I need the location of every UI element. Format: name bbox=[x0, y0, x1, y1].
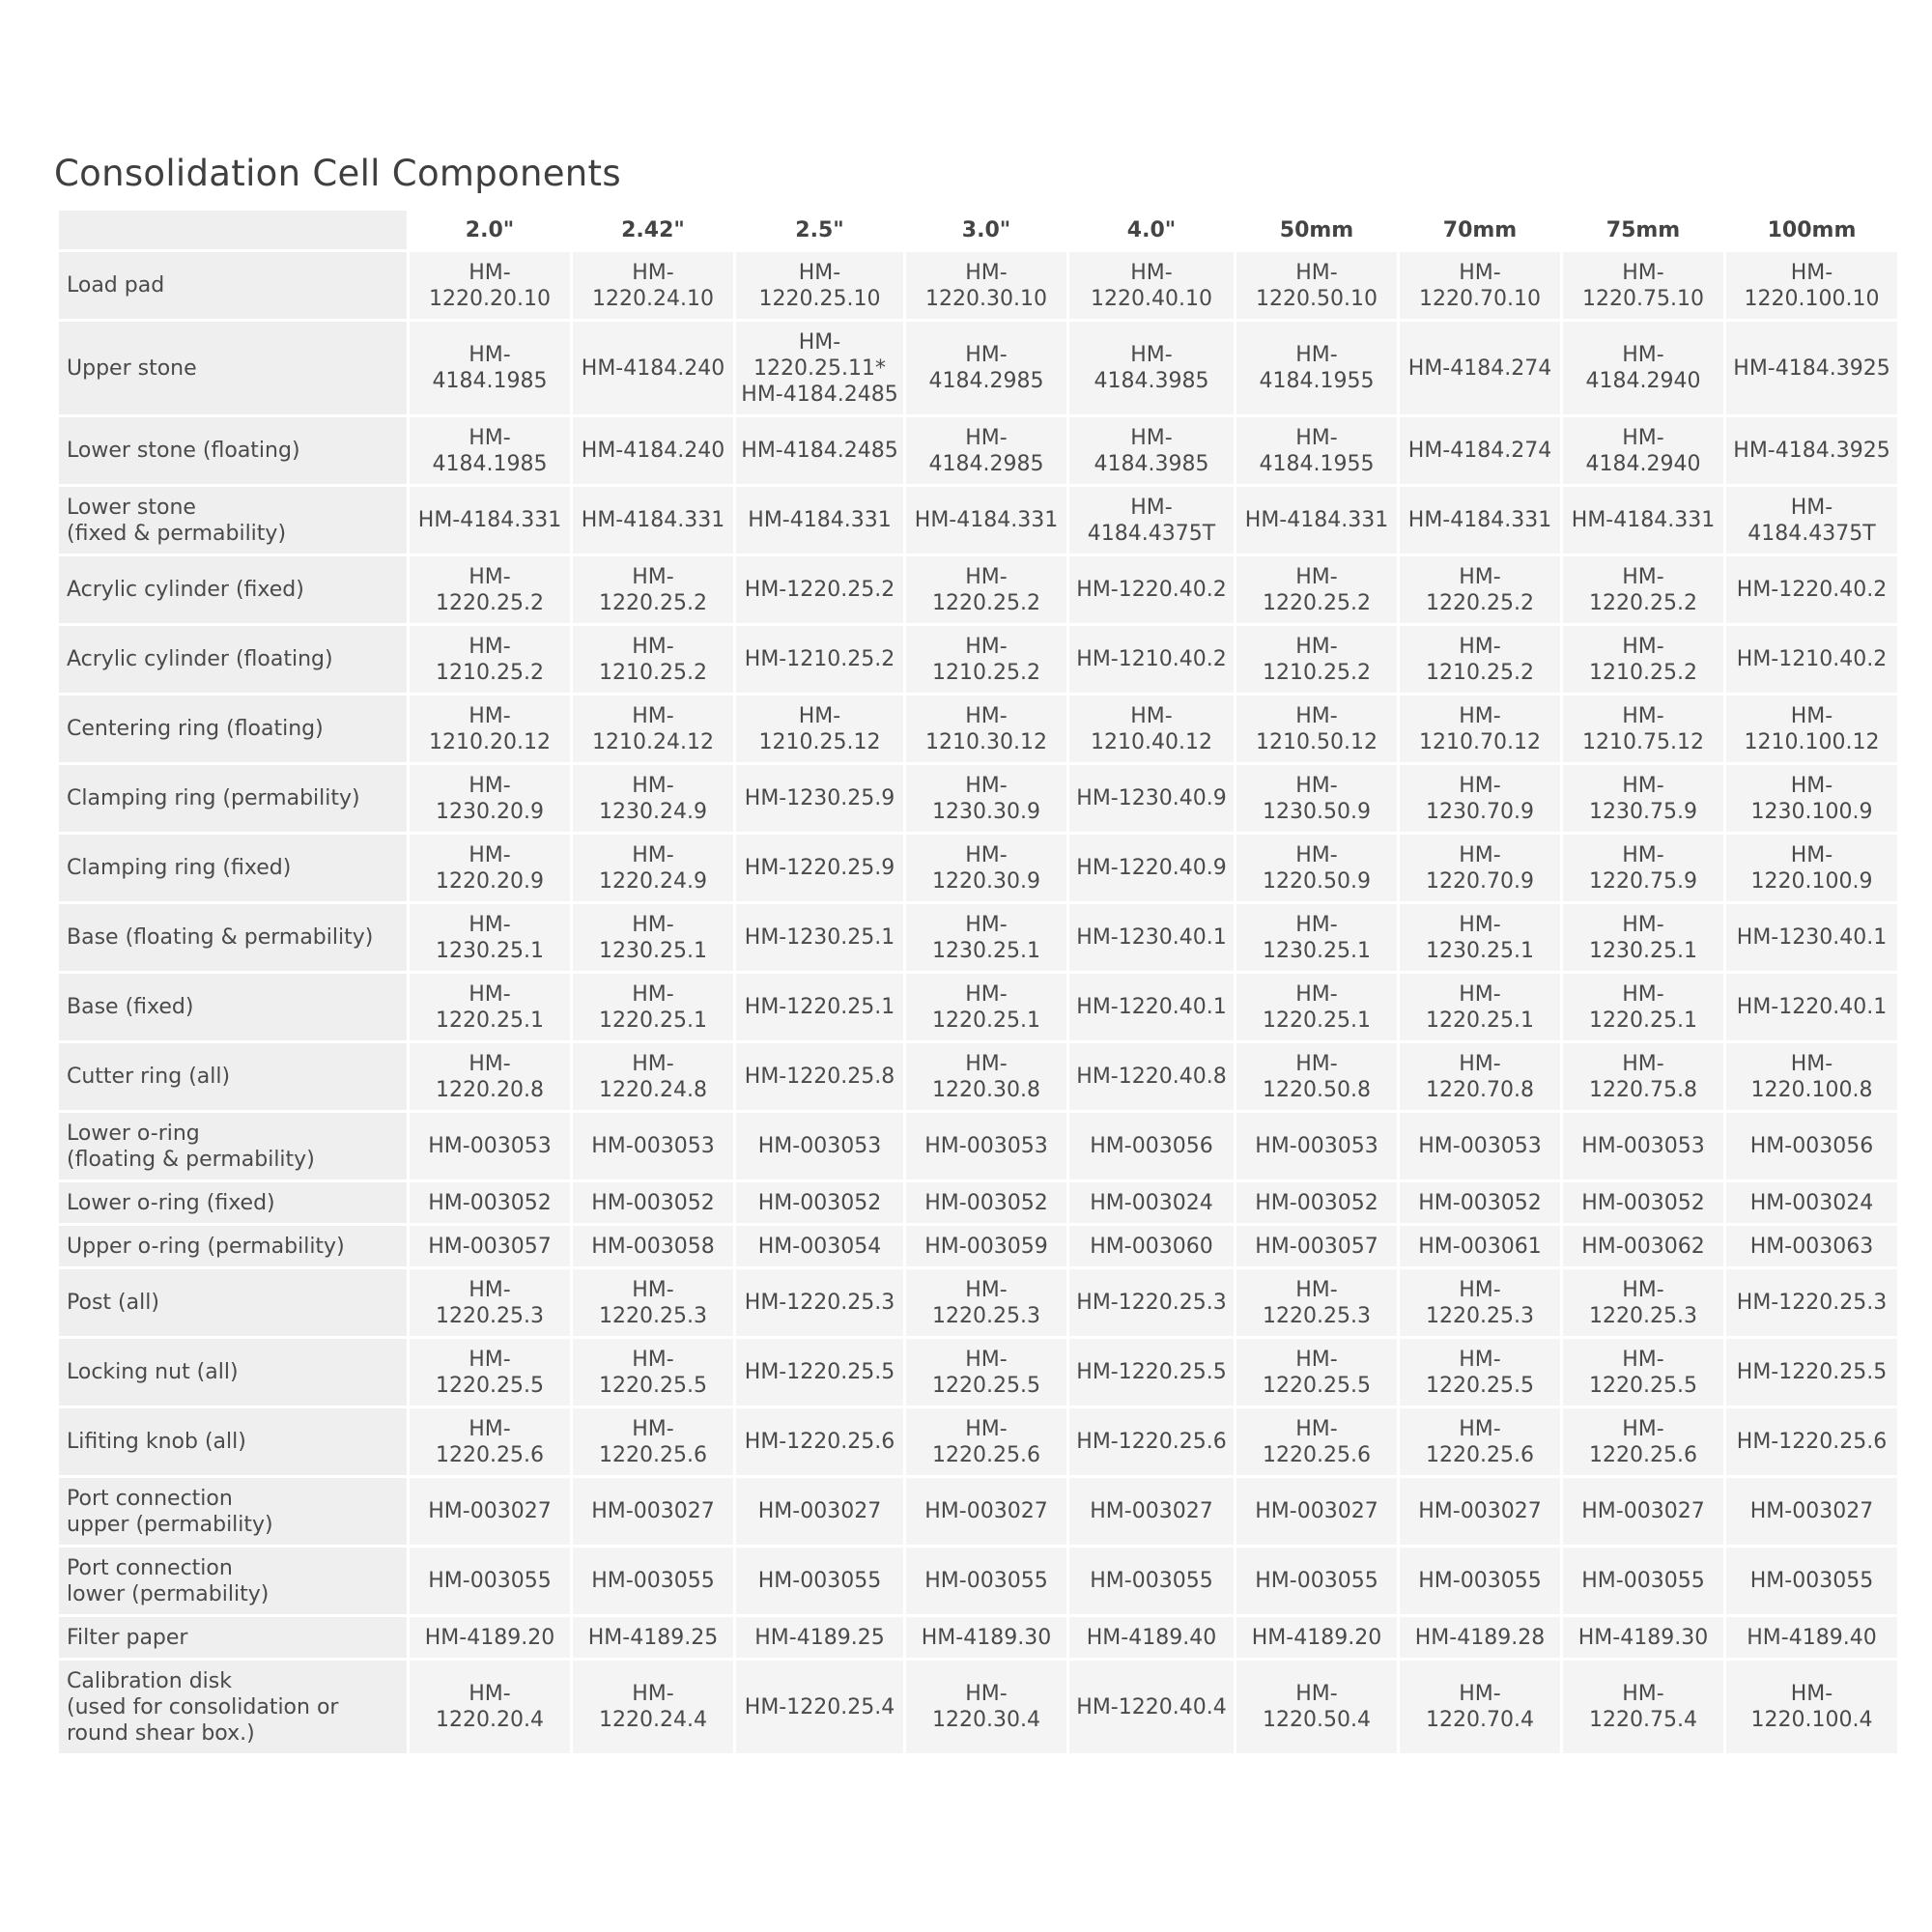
part-number-cell: HM- 1220.30.4 bbox=[906, 1661, 1066, 1753]
table-row bbox=[59, 252, 1897, 319]
part-number-cell: HM- 1220.25.2 bbox=[906, 556, 1066, 623]
part-number-cell: HM- 1210.25.2 bbox=[1400, 626, 1560, 693]
part-number-cell: HM- 1230.24.9 bbox=[573, 765, 733, 832]
part-number-cell: HM- 1220.24.4 bbox=[573, 1661, 733, 1753]
part-number-cell: HM-003053 bbox=[1400, 1113, 1560, 1179]
part-number-cell: HM- 4184.2985 bbox=[906, 417, 1066, 484]
part-number-cell: HM- 1210.25.2 bbox=[410, 626, 570, 693]
part-number-cell: HM- 1210.24.12 bbox=[573, 696, 733, 762]
part-number-cell: HM- 1220.25.1 bbox=[573, 974, 733, 1040]
part-number-cell: HM- 1230.25.1 bbox=[1563, 904, 1723, 971]
part-number-cell: HM-4184.331 bbox=[1563, 487, 1723, 554]
column-header: 3.0" bbox=[906, 211, 1066, 249]
part-number-cell: HM- 4184.1985 bbox=[410, 322, 570, 414]
part-number-cell: HM- 1220.25.1 bbox=[1400, 974, 1560, 1040]
row-label: Port connection lower (permability) bbox=[59, 1548, 407, 1614]
part-number-cell: HM- 1220.20.9 bbox=[410, 835, 570, 901]
part-number-cell: HM- 1220.25.1 bbox=[1563, 974, 1723, 1040]
part-number-cell: HM-1220.25.1 bbox=[736, 974, 903, 1040]
part-number-cell: HM- 1230.25.1 bbox=[573, 904, 733, 971]
part-number-cell: HM-003027 bbox=[1726, 1478, 1897, 1545]
table-row bbox=[59, 1661, 1897, 1753]
part-number-cell: HM-4184.3925 bbox=[1726, 417, 1897, 484]
row-label: Lower o-ring (floating & permability) bbox=[59, 1113, 407, 1179]
part-number-cell: HM-4184.240 bbox=[573, 322, 733, 414]
part-number-cell: HM-003053 bbox=[1236, 1113, 1397, 1179]
part-number-cell: HM- 1220.75.9 bbox=[1563, 835, 1723, 901]
part-number-cell: HM- 1230.25.1 bbox=[906, 904, 1066, 971]
table-row bbox=[59, 1548, 1897, 1614]
part-number-cell: HM-003055 bbox=[1563, 1548, 1723, 1614]
part-number-cell: HM- 1220.25.2 bbox=[410, 556, 570, 623]
part-number-cell: HM- 1230.30.9 bbox=[906, 765, 1066, 832]
part-number-cell: HM-1220.25.5 bbox=[736, 1339, 903, 1406]
part-number-cell: HM-003056 bbox=[1069, 1113, 1234, 1179]
part-number-cell: HM-003052 bbox=[736, 1182, 903, 1223]
part-number-cell: HM-4184.2485 bbox=[736, 417, 903, 484]
row-label: Base (fixed) bbox=[59, 974, 407, 1040]
part-number-cell: HM-003053 bbox=[410, 1113, 570, 1179]
part-number-cell: HM-003058 bbox=[573, 1226, 733, 1266]
part-number-cell: HM- 1220.100.4 bbox=[1726, 1661, 1897, 1753]
part-number-cell: HM- 1220.25.6 bbox=[1236, 1408, 1397, 1475]
part-number-cell: HM-003053 bbox=[906, 1113, 1066, 1179]
part-number-cell: HM-003055 bbox=[1069, 1548, 1234, 1614]
part-number-cell: HM-003027 bbox=[1563, 1478, 1723, 1545]
part-number-cell: HM-4184.331 bbox=[410, 487, 570, 554]
part-number-cell: HM-003057 bbox=[410, 1226, 570, 1266]
column-header: 75mm bbox=[1563, 211, 1723, 249]
part-number-cell: HM-003052 bbox=[1400, 1182, 1560, 1223]
part-number-cell: HM-003055 bbox=[573, 1548, 733, 1614]
part-number-cell: HM-4189.30 bbox=[1563, 1617, 1723, 1658]
part-number-cell: HM-003027 bbox=[906, 1478, 1066, 1545]
part-number-cell: HM-003027 bbox=[1236, 1478, 1397, 1545]
part-number-cell: HM-003055 bbox=[906, 1548, 1066, 1614]
table-row bbox=[59, 1226, 1897, 1266]
part-number-cell: HM-1220.25.6 bbox=[736, 1408, 903, 1475]
part-number-cell: HM-1230.40.9 bbox=[1069, 765, 1234, 832]
part-number-cell: HM- 1230.75.9 bbox=[1563, 765, 1723, 832]
column-header: 2.0" bbox=[410, 211, 570, 249]
part-number-cell: HM- 1220.25.1 bbox=[1236, 974, 1397, 1040]
part-number-cell: HM-003027 bbox=[573, 1478, 733, 1545]
part-number-cell: HM-1220.25.3 bbox=[1069, 1269, 1234, 1336]
part-number-cell: HM- 1220.50.8 bbox=[1236, 1043, 1397, 1110]
part-number-cell: HM-1220.40.9 bbox=[1069, 835, 1234, 901]
table-row bbox=[59, 1408, 1897, 1475]
part-number-cell: HM- 1220.24.9 bbox=[573, 835, 733, 901]
row-label: Cutter ring (all) bbox=[59, 1043, 407, 1110]
part-number-cell: HM- 1220.25.6 bbox=[410, 1408, 570, 1475]
part-number-cell: HM- 1210.25.2 bbox=[573, 626, 733, 693]
row-label: Port connection upper (permability) bbox=[59, 1478, 407, 1545]
part-number-cell: HM-003024 bbox=[1069, 1182, 1234, 1223]
part-number-cell: HM- 4184.1955 bbox=[1236, 417, 1397, 484]
part-number-cell: HM- 1230.70.9 bbox=[1400, 765, 1560, 832]
part-number-cell: HM- 1220.25.2 bbox=[1236, 556, 1397, 623]
part-number-cell: HM-1220.25.2 bbox=[736, 556, 903, 623]
part-number-cell: HM- 1220.75.4 bbox=[1563, 1661, 1723, 1753]
row-label: Load pad bbox=[59, 252, 407, 319]
part-number-cell: HM- 1210.25.2 bbox=[1236, 626, 1397, 693]
part-number-cell: HM- 1230.25.1 bbox=[410, 904, 570, 971]
part-number-cell: HM-003060 bbox=[1069, 1226, 1234, 1266]
column-header: 100mm bbox=[1726, 211, 1897, 249]
table-row bbox=[59, 487, 1897, 554]
part-number-cell: HM- 1220.100.8 bbox=[1726, 1043, 1897, 1110]
table-body bbox=[59, 252, 1897, 1753]
part-number-cell: HM-4189.40 bbox=[1069, 1617, 1234, 1658]
table-row bbox=[59, 904, 1897, 971]
part-number-cell: HM-1220.40.4 bbox=[1069, 1661, 1234, 1753]
table-row bbox=[59, 1617, 1897, 1658]
part-number-cell: HM-1220.25.9 bbox=[736, 835, 903, 901]
part-number-cell: HM- 1230.25.1 bbox=[1236, 904, 1397, 971]
part-number-cell: HM-003054 bbox=[736, 1226, 903, 1266]
part-number-cell: HM-4189.30 bbox=[906, 1617, 1066, 1658]
part-number-cell: HM- 1220.70.4 bbox=[1400, 1661, 1560, 1753]
part-number-cell: HM- 1220.75.10 bbox=[1563, 252, 1723, 319]
part-number-cell: HM- 1220.30.8 bbox=[906, 1043, 1066, 1110]
part-number-cell: HM- 1220.50.9 bbox=[1236, 835, 1397, 901]
part-number-cell: HM-4184.331 bbox=[1236, 487, 1397, 554]
header-corner-cell bbox=[59, 211, 407, 249]
part-number-cell: HM- 4184.3985 bbox=[1069, 322, 1234, 414]
column-header: 2.5" bbox=[736, 211, 903, 249]
row-label: Locking nut (all) bbox=[59, 1339, 407, 1406]
part-number-cell: HM-1210.25.2 bbox=[736, 626, 903, 693]
part-number-cell: HM-1230.25.9 bbox=[736, 765, 903, 832]
part-number-cell: HM-1220.25.6 bbox=[1726, 1408, 1897, 1475]
part-number-cell: HM- 1220.24.10 bbox=[573, 252, 733, 319]
part-number-cell: HM-003063 bbox=[1726, 1226, 1897, 1266]
table-row bbox=[59, 1339, 1897, 1406]
part-number-cell: HM- 1220.25.5 bbox=[410, 1339, 570, 1406]
part-number-cell: HM- 1210.20.12 bbox=[410, 696, 570, 762]
part-number-cell: HM- 1220.25.5 bbox=[906, 1339, 1066, 1406]
part-number-cell: HM-003027 bbox=[736, 1478, 903, 1545]
part-number-cell: HM- 1220.30.10 bbox=[906, 252, 1066, 319]
part-number-cell: HM- 4184.4375T bbox=[1726, 487, 1897, 554]
table-row bbox=[59, 835, 1897, 901]
part-number-cell: HM-003053 bbox=[573, 1113, 733, 1179]
part-number-cell: HM- 1230.25.1 bbox=[1400, 904, 1560, 971]
row-label: Base (floating & permability) bbox=[59, 904, 407, 971]
part-number-cell: HM- 1220.25.2 bbox=[1563, 556, 1723, 623]
part-number-cell: HM-1220.25.5 bbox=[1069, 1339, 1234, 1406]
part-number-cell: HM-003053 bbox=[736, 1113, 903, 1179]
part-number-cell: HM- 1220.25.10 bbox=[736, 252, 903, 319]
table-row bbox=[59, 1113, 1897, 1179]
part-number-cell: HM- 1220.25.6 bbox=[1563, 1408, 1723, 1475]
part-number-cell: HM- 1220.100.10 bbox=[1726, 252, 1897, 319]
row-label: Lower stone (floating) bbox=[59, 417, 407, 484]
part-number-cell: HM- 1210.100.12 bbox=[1726, 696, 1897, 762]
part-number-cell: HM-1220.40.2 bbox=[1069, 556, 1234, 623]
part-number-cell: HM-1220.25.3 bbox=[736, 1269, 903, 1336]
part-number-cell: HM- 1220.25.1 bbox=[410, 974, 570, 1040]
part-number-cell: HM-003061 bbox=[1400, 1226, 1560, 1266]
row-label: Lifiting knob (all) bbox=[59, 1408, 407, 1475]
part-number-cell: HM-003055 bbox=[1400, 1548, 1560, 1614]
part-number-cell: HM-1230.40.1 bbox=[1726, 904, 1897, 971]
part-number-cell: HM- 1220.25.3 bbox=[1236, 1269, 1397, 1336]
part-number-cell: HM- 1220.25.2 bbox=[1400, 556, 1560, 623]
part-number-cell: HM-4184.331 bbox=[1400, 487, 1560, 554]
part-number-cell: HM-003055 bbox=[1236, 1548, 1397, 1614]
row-label: Upper stone bbox=[59, 322, 407, 414]
part-number-cell: HM-003052 bbox=[1236, 1182, 1397, 1223]
part-number-cell: HM-4189.28 bbox=[1400, 1617, 1560, 1658]
part-number-cell: HM- 1220.70.10 bbox=[1400, 252, 1560, 319]
part-number-cell: HM-1220.25.4 bbox=[736, 1661, 903, 1753]
part-number-cell: HM-4189.20 bbox=[1236, 1617, 1397, 1658]
part-number-cell: HM- 4184.2985 bbox=[906, 322, 1066, 414]
part-number-cell: HM-1230.40.1 bbox=[1069, 904, 1234, 971]
part-number-cell: HM- 1210.30.12 bbox=[906, 696, 1066, 762]
row-label: Lower o-ring (fixed) bbox=[59, 1182, 407, 1223]
part-number-cell: HM-1220.25.5 bbox=[1726, 1339, 1897, 1406]
part-number-cell: HM- 1220.30.9 bbox=[906, 835, 1066, 901]
column-header: 50mm bbox=[1236, 211, 1397, 249]
part-number-cell: HM- 1210.75.12 bbox=[1563, 696, 1723, 762]
part-number-cell: HM-003024 bbox=[1726, 1182, 1897, 1223]
table-row bbox=[59, 1182, 1897, 1223]
part-number-cell: HM-003053 bbox=[1563, 1113, 1723, 1179]
part-number-cell: HM-4184.331 bbox=[736, 487, 903, 554]
table-row bbox=[59, 1478, 1897, 1545]
table-row bbox=[59, 1043, 1897, 1110]
part-number-cell: HM- 1220.100.9 bbox=[1726, 835, 1897, 901]
part-number-cell: HM- 1220.20.10 bbox=[410, 252, 570, 319]
part-number-cell: HM-003027 bbox=[1400, 1478, 1560, 1545]
part-number-cell: HM- 4184.3985 bbox=[1069, 417, 1234, 484]
part-number-cell: HM- 1210.70.12 bbox=[1400, 696, 1560, 762]
part-number-cell: HM-003027 bbox=[1069, 1478, 1234, 1545]
part-number-cell: HM- 4184.4375T bbox=[1069, 487, 1234, 554]
table-row bbox=[59, 1269, 1897, 1336]
part-number-cell: HM-4184.331 bbox=[906, 487, 1066, 554]
row-label: Clamping ring (fixed) bbox=[59, 835, 407, 901]
part-number-cell: HM- 1210.25.12 bbox=[736, 696, 903, 762]
part-number-cell: HM- 1220.25.3 bbox=[410, 1269, 570, 1336]
part-number-cell: HM-1210.40.2 bbox=[1726, 626, 1897, 693]
part-number-cell: HM-003055 bbox=[736, 1548, 903, 1614]
part-number-cell: HM- 1230.100.9 bbox=[1726, 765, 1897, 832]
row-label: Filter paper bbox=[59, 1617, 407, 1658]
row-label: Post (all) bbox=[59, 1269, 407, 1336]
part-number-cell: HM- 4184.2940 bbox=[1563, 417, 1723, 484]
part-number-cell: HM- 1220.25.3 bbox=[573, 1269, 733, 1336]
row-label: Calibration disk (used for consolidation or round shear box.) bbox=[59, 1661, 407, 1753]
header-row bbox=[59, 211, 1897, 249]
part-number-cell: HM- 1220.25.2 bbox=[573, 556, 733, 623]
part-number-cell: HM- 1210.50.12 bbox=[1236, 696, 1397, 762]
part-number-cell: HM-4184.274 bbox=[1400, 322, 1560, 414]
part-number-cell: HM- 1220.75.8 bbox=[1563, 1043, 1723, 1110]
row-label: Lower stone (fixed & permability) bbox=[59, 487, 407, 554]
part-number-cell: HM-1220.25.3 bbox=[1726, 1269, 1897, 1336]
part-number-cell: HM-003052 bbox=[1563, 1182, 1723, 1223]
page-title: Consolidation Cell Components bbox=[54, 153, 621, 194]
part-number-cell: HM-1220.25.8 bbox=[736, 1043, 903, 1110]
part-number-cell: HM- 1220.25.3 bbox=[906, 1269, 1066, 1336]
part-number-cell: HM-1220.40.1 bbox=[1726, 974, 1897, 1040]
part-number-cell: HM-4184.331 bbox=[573, 487, 733, 554]
part-number-cell: HM-003052 bbox=[573, 1182, 733, 1223]
part-number-cell: HM-4184.240 bbox=[573, 417, 733, 484]
part-number-cell: HM- 1220.25.11* HM-4184.2485 bbox=[736, 322, 903, 414]
part-number-cell: HM-003055 bbox=[1726, 1548, 1897, 1614]
table-row bbox=[59, 765, 1897, 832]
part-number-cell: HM-4189.25 bbox=[573, 1617, 733, 1658]
part-number-cell: HM-1220.40.2 bbox=[1726, 556, 1897, 623]
row-label: Acrylic cylinder (fixed) bbox=[59, 556, 407, 623]
column-header: 2.42" bbox=[573, 211, 733, 249]
part-number-cell: HM- 4184.1985 bbox=[410, 417, 570, 484]
part-number-cell: HM-1220.40.1 bbox=[1069, 974, 1234, 1040]
part-number-cell: HM- 1210.25.2 bbox=[906, 626, 1066, 693]
row-label: Clamping ring (permability) bbox=[59, 765, 407, 832]
part-number-cell: HM-4189.25 bbox=[736, 1617, 903, 1658]
part-number-cell: HM- 1230.50.9 bbox=[1236, 765, 1397, 832]
part-number-cell: HM-003057 bbox=[1236, 1226, 1397, 1266]
part-number-cell: HM-1230.25.1 bbox=[736, 904, 903, 971]
part-number-cell: HM- 1220.25.3 bbox=[1400, 1269, 1560, 1336]
row-label: Centering ring (floating) bbox=[59, 696, 407, 762]
part-number-cell: HM-003059 bbox=[906, 1226, 1066, 1266]
part-number-cell: HM-003027 bbox=[410, 1478, 570, 1545]
part-number-cell: HM- 1220.50.10 bbox=[1236, 252, 1397, 319]
table-row bbox=[59, 417, 1897, 484]
part-number-cell: HM- 1220.25.5 bbox=[1236, 1339, 1397, 1406]
part-number-cell: HM- 1220.20.4 bbox=[410, 1661, 570, 1753]
table-row bbox=[59, 322, 1897, 414]
part-number-cell: HM-003052 bbox=[906, 1182, 1066, 1223]
column-header: 4.0" bbox=[1069, 211, 1234, 249]
table-row bbox=[59, 974, 1897, 1040]
part-number-cell: HM- 1220.70.9 bbox=[1400, 835, 1560, 901]
part-number-cell: HM- 1220.25.5 bbox=[1400, 1339, 1560, 1406]
part-number-cell: HM- 4184.1955 bbox=[1236, 322, 1397, 414]
part-number-cell: HM-4189.40 bbox=[1726, 1617, 1897, 1658]
part-number-cell: HM-003052 bbox=[410, 1182, 570, 1223]
part-number-cell: HM- 4184.2940 bbox=[1563, 322, 1723, 414]
part-number-cell: HM-1220.40.8 bbox=[1069, 1043, 1234, 1110]
part-number-cell: HM- 1230.20.9 bbox=[410, 765, 570, 832]
components-table bbox=[56, 208, 1900, 1756]
row-label: Acrylic cylinder (floating) bbox=[59, 626, 407, 693]
table-row bbox=[59, 556, 1897, 623]
part-number-cell: HM- 1220.25.6 bbox=[1400, 1408, 1560, 1475]
part-number-cell: HM-4189.20 bbox=[410, 1617, 570, 1658]
part-number-cell: HM- 1220.24.8 bbox=[573, 1043, 733, 1110]
part-number-cell: HM- 1220.20.8 bbox=[410, 1043, 570, 1110]
part-number-cell: HM-4184.3925 bbox=[1726, 322, 1897, 414]
column-header: 70mm bbox=[1400, 211, 1560, 249]
part-number-cell: HM- 1220.25.6 bbox=[573, 1408, 733, 1475]
part-number-cell: HM- 1220.40.10 bbox=[1069, 252, 1234, 319]
part-number-cell: HM- 1220.25.6 bbox=[906, 1408, 1066, 1475]
part-number-cell: HM-1210.40.2 bbox=[1069, 626, 1234, 693]
part-number-cell: HM-4184.274 bbox=[1400, 417, 1560, 484]
part-number-cell: HM- 1210.25.2 bbox=[1563, 626, 1723, 693]
table-row bbox=[59, 626, 1897, 693]
part-number-cell: HM-1220.25.6 bbox=[1069, 1408, 1234, 1475]
table-row bbox=[59, 696, 1897, 762]
part-number-cell: HM- 1220.70.8 bbox=[1400, 1043, 1560, 1110]
part-number-cell: HM- 1220.25.5 bbox=[573, 1339, 733, 1406]
part-number-cell: HM- 1220.25.1 bbox=[906, 974, 1066, 1040]
part-number-cell: HM- 1220.50.4 bbox=[1236, 1661, 1397, 1753]
part-number-cell: HM- 1210.40.12 bbox=[1069, 696, 1234, 762]
part-number-cell: HM-003055 bbox=[410, 1548, 570, 1614]
part-number-cell: HM-003056 bbox=[1726, 1113, 1897, 1179]
part-number-cell: HM-003062 bbox=[1563, 1226, 1723, 1266]
part-number-cell: HM- 1220.25.5 bbox=[1563, 1339, 1723, 1406]
part-number-cell: HM- 1220.25.3 bbox=[1563, 1269, 1723, 1336]
row-label: Upper o-ring (permability) bbox=[59, 1226, 407, 1266]
